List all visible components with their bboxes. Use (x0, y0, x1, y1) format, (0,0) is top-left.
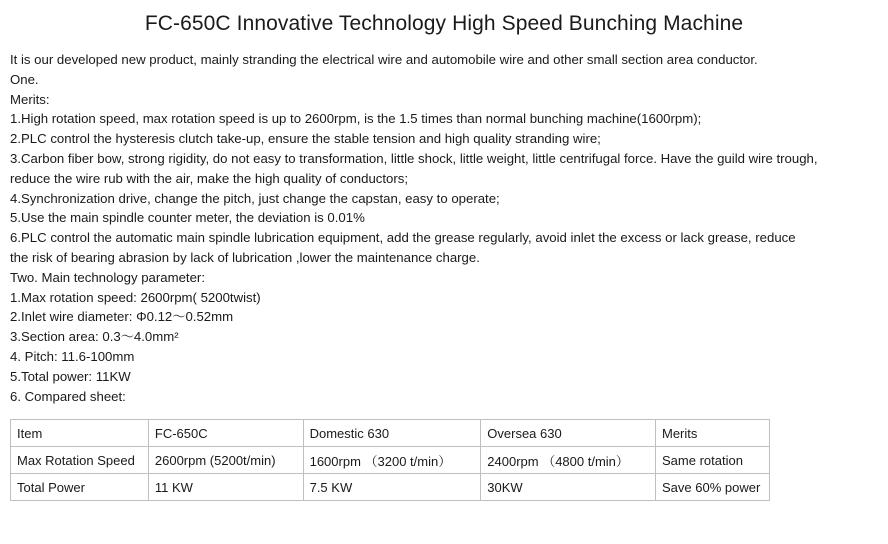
body-line: 1.Max rotation speed: 2600rpm( 5200twist) (10, 289, 261, 305)
document-page (0, 12, 888, 544)
table-cell: 11 KW (148, 474, 303, 501)
body-line: One. (10, 71, 39, 87)
table-cell: Save 60% power (656, 474, 770, 501)
table-row (11, 447, 770, 474)
body-line: 5.Use the main spindle counter meter, the deviation is 0.01% (10, 210, 365, 226)
comparison-table-wrapper (10, 419, 878, 501)
table-header-cell: Oversea 630 (481, 420, 656, 447)
body-line: 2.PLC control the hysteresis clutch take-up, ensure the stable tension and high quality stranding wire; (10, 131, 601, 147)
body-line: 3.Section area: 0.3～4.0mm² (10, 329, 179, 345)
body-line: 6. Compared sheet: (10, 388, 126, 404)
table-header-cell: Domestic 630 (303, 420, 481, 447)
table-cell: 30KW (481, 474, 656, 501)
body-line: Merits: (10, 91, 50, 107)
table-cell: Max Rotation Speed (11, 447, 149, 474)
page-title: FC-650C Innovative Technology High Speed Bunching Machine (144, 12, 744, 35)
body-line: 1.High rotation speed, max rotation speed is up to 2600rpm, is the 1.5 times than normal bunching machine(1600rpm); (10, 111, 702, 127)
body-line: 2.Inlet wire diameter: Φ0.12～0.52mm (10, 309, 234, 325)
body-line: 6.PLC control the automatic main spindle lubrication equipment, add the grease regularly, avoid inlet the excess or lack grease, reduce (10, 230, 796, 246)
body-line: It is our developed new product, mainly stranding the electrical wire and automobile wire and other small section area conductor. (10, 52, 758, 67)
comparison-table (10, 419, 770, 501)
body-line: reduce the wire rub with the air, make the high quality of conductors; (10, 170, 409, 186)
table-cell: Same rotation (656, 447, 770, 474)
table-cell: Total Power (11, 474, 149, 501)
table-cell: 1600rpm （3200 t/min） (303, 447, 481, 474)
table-row-header (11, 420, 770, 447)
table-cell: 2400rpm （4800 t/min） (481, 447, 656, 474)
body-line: 3.Carbon fiber bow, strong rigidity, do not easy to transformation, little shock, little weight, little centrifugal force. Have the guild wire trough, (10, 150, 818, 166)
body-line: Two. Main technology parameter: (10, 269, 205, 285)
table-cell: 2600rpm (5200t/min) (148, 447, 303, 474)
body-line: 4.Synchronization drive, change the pitch, just change the capstan, easy to operate; (10, 190, 500, 206)
table-header-cell: Item (11, 420, 149, 447)
body-line: the risk of bearing abrasion by lack of lubrication ,lower the maintenance charge. (10, 249, 480, 265)
table-row (11, 474, 770, 501)
table-header-cell: Merits (656, 420, 770, 447)
body-line: 4. Pitch: 11.6-100mm (10, 348, 135, 364)
body-line: 5.Total power: 11KW (10, 368, 131, 384)
table-cell: 7.5 KW (303, 474, 481, 501)
table-header-cell: FC-650C (148, 420, 303, 447)
document-body (10, 50, 878, 406)
